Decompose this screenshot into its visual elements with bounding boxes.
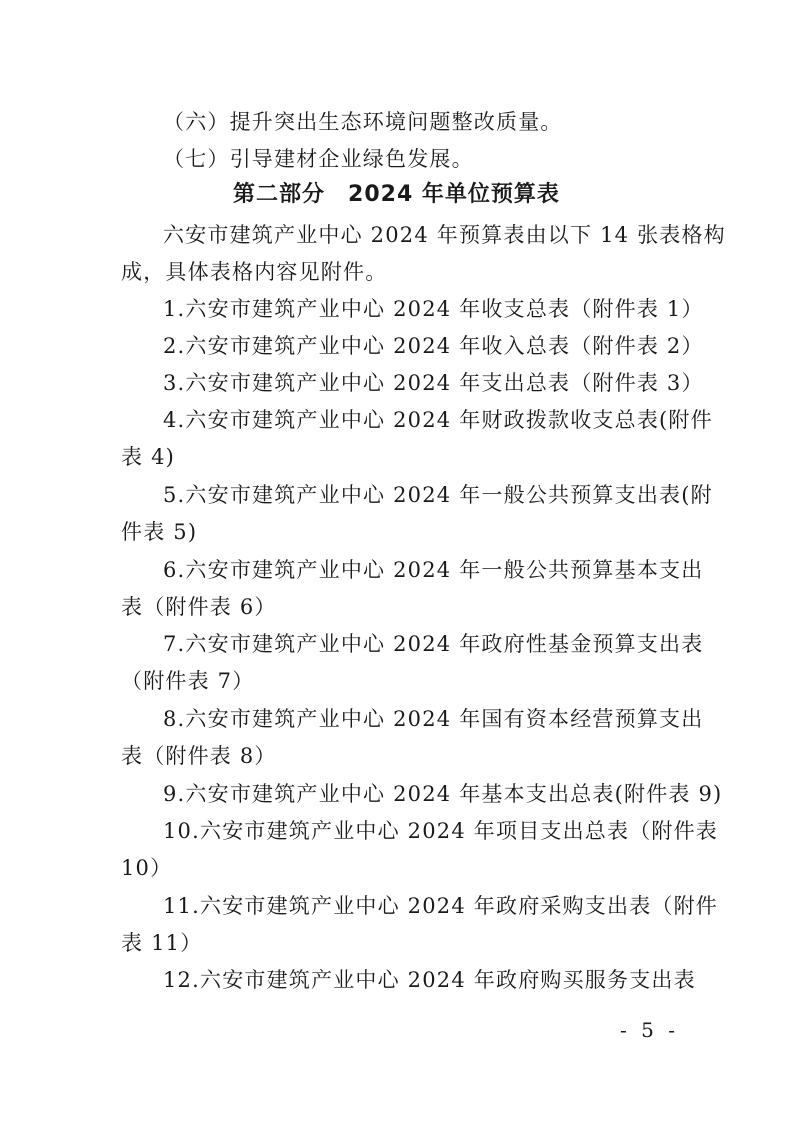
list-item-2: 2.六安市建筑产业中心 2024 年收入总表（附件表 2） (163, 334, 704, 358)
intro-line-2: 成，具体表格内容见附件。 (121, 260, 388, 284)
list-item-5-cont: 件表 5) (121, 520, 198, 544)
list-item-6-cont: 表（附件表 6） (121, 595, 277, 619)
list-item-4-cont: 表 4) (121, 445, 176, 469)
list-item-7-cont: （附件表 7） (121, 669, 255, 693)
list-item-8-cont: 表（附件表 8） (121, 744, 277, 768)
intro-line-1: 六安市建筑产业中心 2024 年预算表由以下 14 张表格构 (163, 223, 726, 247)
list-item-4: 4.六安市建筑产业中心 2024 年财政拨款收支总表(附件 (163, 408, 713, 432)
list-item-6: 6.六安市建筑产业中心 2024 年一般公共预算基本支出 (163, 558, 704, 582)
list-item-11: 11.六安市建筑产业中心 2024 年政府采购支出表（附件 (163, 894, 718, 918)
list-item-7: 7.六安市建筑产业中心 2024 年政府性基金预算支出表 (163, 632, 704, 656)
section-item-7: （七）引导建材企业绿色发展。 (163, 147, 474, 171)
list-item-9: 9.六安市建筑产业中心 2024 年基本支出总表(附件表 9) (163, 782, 723, 806)
list-item-8: 8.六安市建筑产业中心 2024 年国有资本经营预算支出 (163, 707, 704, 731)
section-item-6: （六）提升突出生态环境问题整改质量。 (163, 110, 563, 134)
list-item-3: 3.六安市建筑产业中心 2024 年支出总表（附件表 3） (163, 371, 704, 395)
page-number: - 5 - (620, 1018, 679, 1042)
list-item-11-cont: 表 11） (121, 931, 203, 955)
part-heading: 第二部分 2024 年单位预算表 (233, 182, 560, 207)
list-item-12: 12.六安市建筑产业中心 2024 年政府购买服务支出表 (163, 968, 696, 992)
list-item-10: 10.六安市建筑产业中心 2024 年项目支出总表（附件表 (163, 819, 718, 843)
list-item-5: 5.六安市建筑产业中心 2024 年一般公共预算支出表(附 (163, 483, 713, 507)
list-item-1: 1.六安市建筑产业中心 2024 年收支总表（附件表 1） (163, 297, 704, 321)
list-item-10-cont: 10） (121, 856, 173, 880)
